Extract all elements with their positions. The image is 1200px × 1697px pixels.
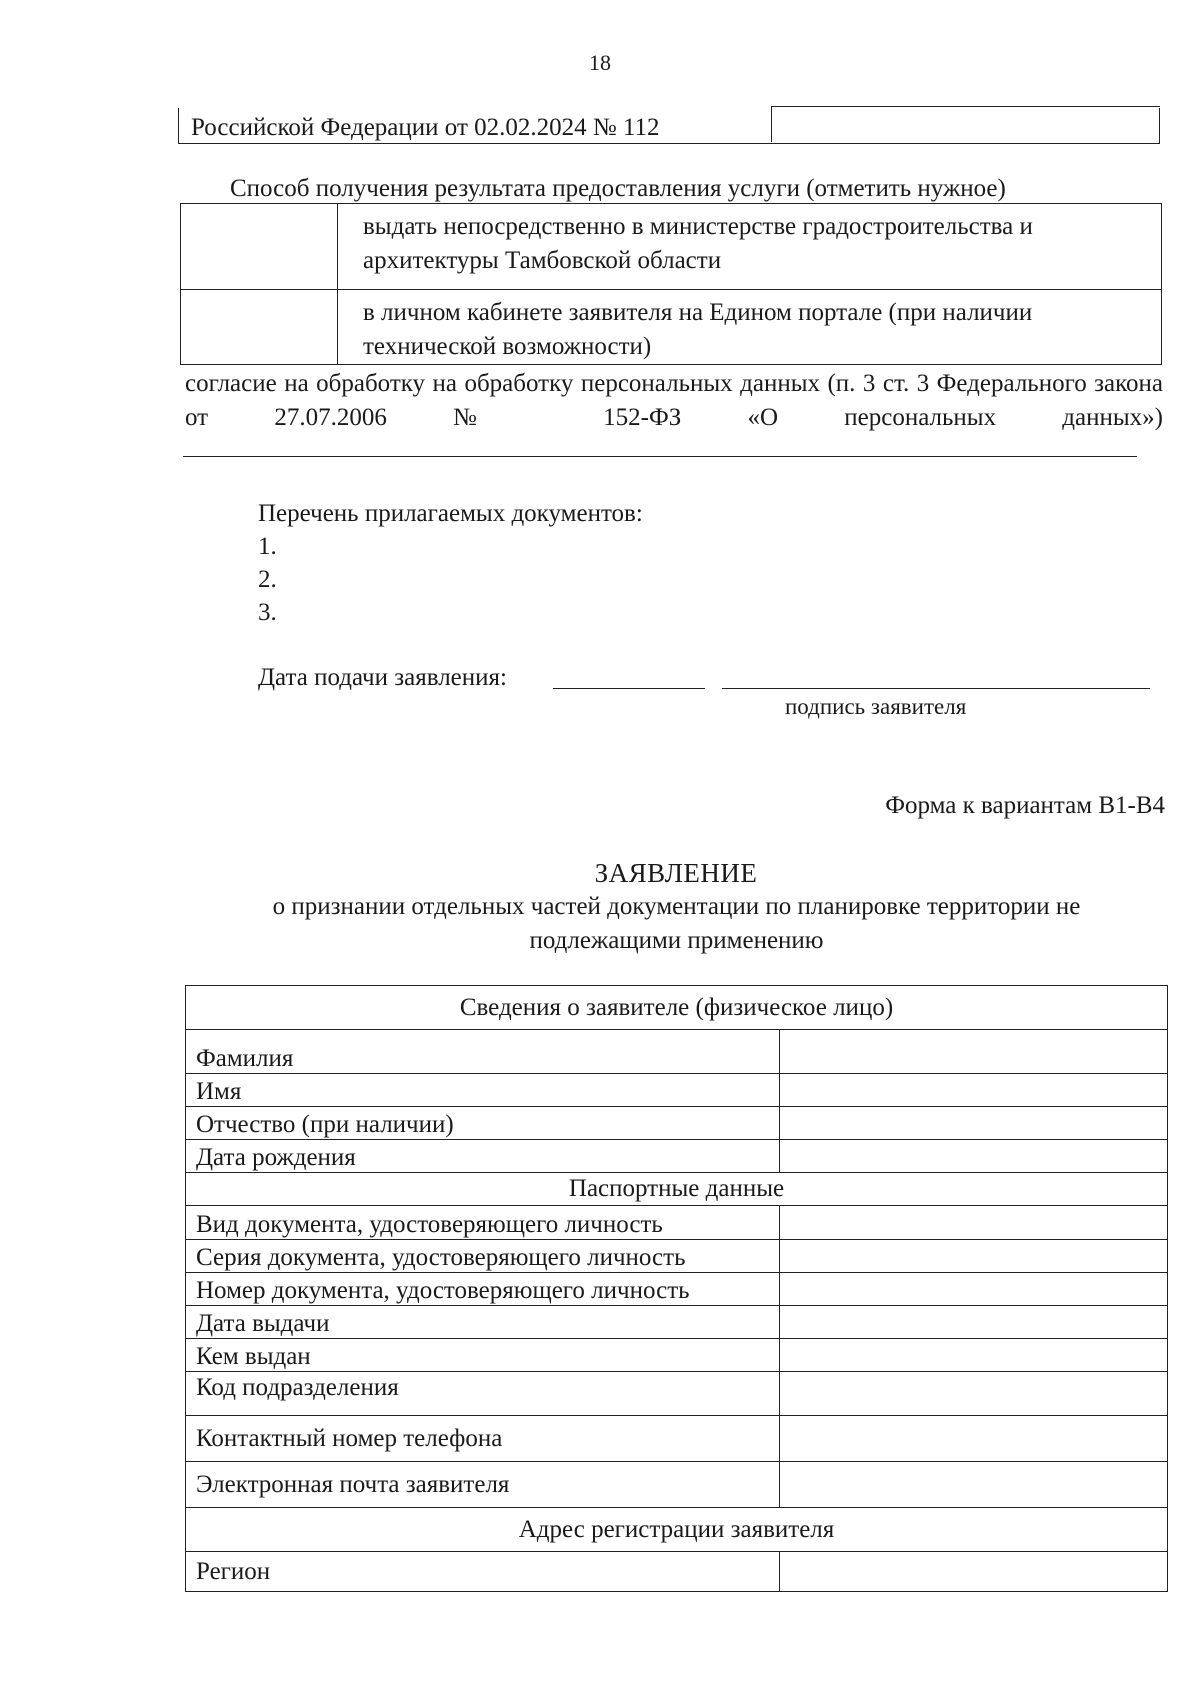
field-value-cell[interactable] <box>780 1030 1168 1074</box>
field-label: Серия документа, удостоверяющего личность <box>186 1240 780 1273</box>
field-value-cell[interactable] <box>780 1140 1168 1173</box>
field-label: Фамилия <box>186 1030 780 1074</box>
applicant-section-header: Сведения о заявителе (физическое лицо) <box>186 986 1168 1030</box>
field-value-cell[interactable] <box>780 1416 1168 1462</box>
top-table-left-text: Российской Федерации от 02.02.2024 № 112 <box>191 114 660 141</box>
field-label: Вид документа, удостоверяющего личность <box>186 1206 780 1240</box>
field-label: Отчество (при наличии) <box>186 1107 780 1140</box>
document-list-item: 2. <box>258 566 277 593</box>
top-continuation-table <box>178 108 1160 144</box>
top-table-right-cell <box>771 106 1160 142</box>
field-value-cell[interactable] <box>780 1339 1168 1372</box>
receive-method-title: Способ получения результата предоставления услуги (отметить нужное) <box>230 175 1006 202</box>
field-label: Дата рождения <box>186 1140 780 1173</box>
receive-option-label: выдать непосредственно в министерстве градостроительства и архитектуры Тамбовской области <box>363 213 1033 274</box>
form-variants-label: Форма к вариантам В1-В4 <box>885 792 1165 819</box>
field-value-cell[interactable] <box>780 1306 1168 1339</box>
receive-option-row <box>181 204 1161 290</box>
document-list-item: 1. <box>258 533 277 560</box>
field-value-cell[interactable] <box>780 1552 1168 1592</box>
submission-date-line[interactable] <box>553 688 705 689</box>
field-label: Кем выдан <box>186 1339 780 1372</box>
field-value-cell[interactable] <box>780 1240 1168 1273</box>
page-number: 18 <box>589 50 611 75</box>
signature-label: подпись заявителя <box>785 694 967 719</box>
signature-line[interactable] <box>722 688 1150 689</box>
field-label: Код подразделения <box>186 1372 780 1416</box>
applicant-info-table <box>185 985 1168 1592</box>
documents-list-title: Перечень прилагаемых документов: <box>258 500 643 527</box>
field-value-cell[interactable] <box>780 1074 1168 1107</box>
receive-option-checkbox[interactable] <box>181 290 338 364</box>
field-label: Регион <box>186 1552 780 1592</box>
receive-option-row <box>181 290 1161 364</box>
field-label: Номер документа, удостоверяющего личность <box>186 1273 780 1306</box>
document-list-item: 3. <box>258 599 277 626</box>
field-value-cell[interactable] <box>780 1107 1168 1140</box>
field-value-cell[interactable] <box>780 1273 1168 1306</box>
field-label: Электронная почта заявителя <box>186 1462 780 1508</box>
consent-text: согласие на обработку на обработку персональных данных (п. 3 ст. 3 Федерального закона от 27.07.2006 № 152-ФЗ «О персональных данных») <box>185 370 1163 431</box>
field-label: Имя <box>186 1074 780 1107</box>
submission-date-label: Дата подачи заявления: <box>258 664 507 691</box>
field-value-cell[interactable] <box>780 1462 1168 1508</box>
field-label: Контактный номер телефона <box>186 1416 780 1462</box>
field-label: Дата выдачи <box>186 1306 780 1339</box>
statement-subtitle: о признании отдельных частей документации по планировке территории не подлежащими применению <box>272 893 1081 954</box>
address-section-header: Адрес регистрации заявителя <box>186 1508 1168 1552</box>
receive-option-checkbox[interactable] <box>181 204 338 289</box>
field-value-cell[interactable] <box>780 1372 1168 1416</box>
statement-title: ЗАЯВЛЕНИЕ <box>594 858 758 888</box>
consent-signature-line[interactable] <box>183 456 1137 457</box>
receive-option-label: в личном кабинете заявителя на Едином портале (при наличии технической возможности) <box>363 299 1033 360</box>
receive-method-table <box>180 203 1162 365</box>
passport-section-header: Паспортные данные <box>186 1173 1168 1206</box>
field-value-cell[interactable] <box>780 1206 1168 1240</box>
